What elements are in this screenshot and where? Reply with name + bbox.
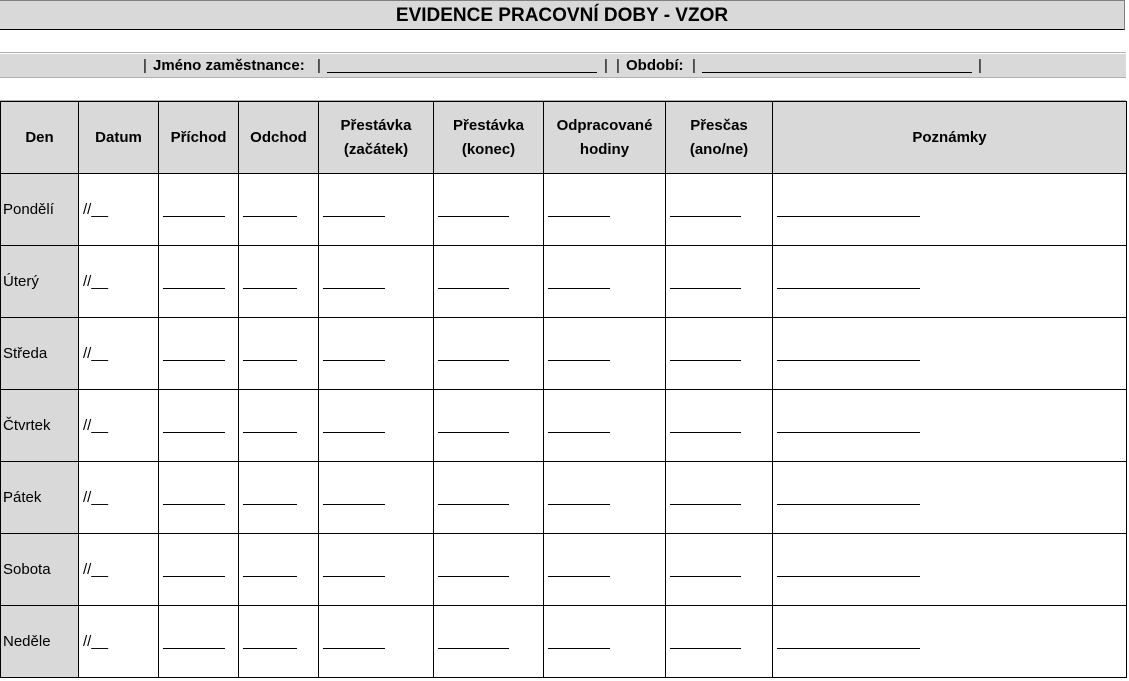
arrival-field[interactable]	[159, 534, 239, 606]
hours-worked-field[interactable]	[544, 246, 666, 318]
fill-in-line	[548, 504, 610, 505]
col-header-break-start: Přestávka (začátek)	[319, 102, 434, 174]
fill-in-line	[777, 288, 920, 289]
fill-in-line	[438, 216, 509, 217]
col-header-arrival: Příchod	[159, 102, 239, 174]
departure-field[interactable]	[239, 534, 319, 606]
fill-in-line	[323, 288, 385, 289]
break-end-field[interactable]	[434, 606, 544, 678]
fill-in-line	[163, 504, 225, 505]
date-field[interactable]: //__	[79, 462, 159, 534]
fill-in-line	[243, 360, 297, 361]
fill-in-line	[670, 288, 741, 289]
blank-row	[0, 78, 1126, 101]
day-name: Čtvrtek	[1, 390, 79, 462]
header-row	[1, 102, 1127, 174]
notes-field[interactable]	[773, 606, 1127, 678]
overtime-field[interactable]	[666, 318, 773, 390]
fill-in-line	[323, 360, 385, 361]
fill-in-line	[548, 288, 610, 289]
fill-in-line	[670, 504, 741, 505]
fill-in-line	[548, 216, 610, 217]
fill-in-line	[163, 216, 225, 217]
employee-name-label: Jméno zaměstnance:	[153, 57, 305, 74]
day-name: Sobota	[1, 534, 79, 606]
notes-field[interactable]	[773, 174, 1127, 246]
overtime-field[interactable]	[666, 606, 773, 678]
day-name: Neděle	[1, 606, 79, 678]
arrival-field[interactable]	[159, 606, 239, 678]
fill-in-line	[163, 432, 225, 433]
fill-in-line	[163, 576, 225, 577]
fill-in-line	[323, 576, 385, 577]
col-header-day: Den	[1, 102, 79, 174]
departure-field[interactable]	[239, 174, 319, 246]
day-name: Středa	[1, 318, 79, 390]
day-name: Pondělí	[1, 174, 79, 246]
departure-field[interactable]	[239, 390, 319, 462]
break-start-field[interactable]	[319, 246, 434, 318]
fill-in-line	[548, 432, 610, 433]
day-name: Pátek	[1, 462, 79, 534]
fill-in-line	[243, 432, 297, 433]
date-field[interactable]: //__	[79, 318, 159, 390]
date-field[interactable]: //__	[79, 246, 159, 318]
hours-worked-field[interactable]	[544, 390, 666, 462]
date-field[interactable]: //__	[79, 606, 159, 678]
fill-in-line	[548, 576, 610, 577]
period-label: Období:	[626, 57, 684, 74]
date-field[interactable]: //__	[79, 174, 159, 246]
separator: |	[978, 57, 982, 74]
separator: |	[616, 57, 620, 74]
col-header-break-end: Přestávka (konec)	[434, 102, 544, 174]
table-row	[1, 462, 1127, 534]
fill-in-line	[323, 216, 385, 217]
separator: |	[604, 57, 608, 74]
period-field[interactable]	[702, 72, 972, 73]
fill-in-line	[243, 216, 297, 217]
fill-in-line	[163, 288, 225, 289]
arrival-field[interactable]	[159, 318, 239, 390]
break-start-field[interactable]	[319, 318, 434, 390]
date-field[interactable]: //__	[79, 390, 159, 462]
fill-in-line	[243, 288, 297, 289]
fill-in-line	[163, 648, 225, 649]
table-row	[1, 606, 1127, 678]
fill-in-line	[777, 648, 920, 649]
day-name: Úterý	[1, 246, 79, 318]
col-header-hours-worked: Odpracované hodiny	[544, 102, 666, 174]
separator: |	[143, 57, 147, 74]
break-end-field[interactable]	[434, 390, 544, 462]
fill-in-line	[670, 576, 741, 577]
break-end-field[interactable]	[434, 462, 544, 534]
fill-in-line	[243, 648, 297, 649]
col-header-overtime: Přesčas (ano/ne)	[666, 102, 773, 174]
overtime-field[interactable]	[666, 174, 773, 246]
overtime-field[interactable]	[666, 534, 773, 606]
departure-field[interactable]	[239, 606, 319, 678]
table-row	[1, 534, 1127, 606]
employee-name-field[interactable]	[327, 72, 597, 73]
fill-in-line	[323, 504, 385, 505]
departure-field[interactable]	[239, 462, 319, 534]
notes-field[interactable]	[773, 246, 1127, 318]
col-header-notes: Poznámky	[773, 102, 1127, 174]
notes-field[interactable]	[773, 318, 1127, 390]
hours-worked-field[interactable]	[544, 318, 666, 390]
overtime-field[interactable]	[666, 246, 773, 318]
hours-worked-field[interactable]	[544, 174, 666, 246]
notes-field[interactable]	[773, 462, 1127, 534]
fill-in-line	[777, 360, 920, 361]
attendance-table	[0, 101, 1127, 678]
table-row	[1, 318, 1127, 390]
overtime-field[interactable]	[666, 390, 773, 462]
table-row	[1, 390, 1127, 462]
arrival-field[interactable]	[159, 174, 239, 246]
separator: |	[692, 57, 696, 74]
fill-in-line	[670, 216, 741, 217]
arrival-field[interactable]	[159, 390, 239, 462]
fill-in-line	[670, 648, 741, 649]
fill-in-line	[777, 504, 920, 505]
fill-in-line	[777, 576, 920, 577]
break-end-field[interactable]	[434, 318, 544, 390]
fill-in-line	[438, 576, 509, 577]
fill-in-line	[438, 648, 509, 649]
fill-in-line	[548, 648, 610, 649]
break-end-field[interactable]	[434, 534, 544, 606]
fill-in-line	[777, 216, 920, 217]
break-start-field[interactable]	[319, 534, 434, 606]
break-start-field[interactable]	[319, 390, 434, 462]
fill-in-line	[438, 360, 509, 361]
fill-in-line	[777, 432, 920, 433]
arrival-field[interactable]	[159, 462, 239, 534]
departure-field[interactable]	[239, 246, 319, 318]
arrival-field[interactable]	[159, 246, 239, 318]
fill-in-line	[243, 576, 297, 577]
table-row	[1, 246, 1127, 318]
table-row	[1, 174, 1127, 246]
fill-in-line	[438, 288, 509, 289]
fill-in-line	[548, 360, 610, 361]
hours-worked-field[interactable]	[544, 606, 666, 678]
break-start-field[interactable]	[319, 462, 434, 534]
fill-in-line	[163, 360, 225, 361]
document-title: EVIDENCE PRACOVNÍ DOBY - VZOR	[0, 0, 1125, 31]
blank-row	[0, 30, 1126, 53]
break-end-field[interactable]	[434, 174, 544, 246]
overtime-field[interactable]	[666, 462, 773, 534]
fill-in-line	[438, 432, 509, 433]
fill-in-line	[670, 360, 741, 361]
notes-field[interactable]	[773, 390, 1127, 462]
hours-worked-field[interactable]	[544, 534, 666, 606]
break-start-field[interactable]	[319, 174, 434, 246]
fill-in-line	[243, 504, 297, 505]
break-end-field[interactable]	[434, 246, 544, 318]
col-header-departure: Odchod	[239, 102, 319, 174]
fill-in-line	[438, 504, 509, 505]
date-field[interactable]: //__	[79, 534, 159, 606]
col-header-date: Datum	[79, 102, 159, 174]
fill-in-line	[323, 648, 385, 649]
fill-in-line	[323, 432, 385, 433]
departure-field[interactable]	[239, 318, 319, 390]
notes-field[interactable]	[773, 534, 1127, 606]
hours-worked-field[interactable]	[544, 462, 666, 534]
fill-in-line	[670, 432, 741, 433]
employee-period-row	[0, 54, 1126, 78]
break-start-field[interactable]	[319, 606, 434, 678]
separator: |	[317, 57, 321, 74]
